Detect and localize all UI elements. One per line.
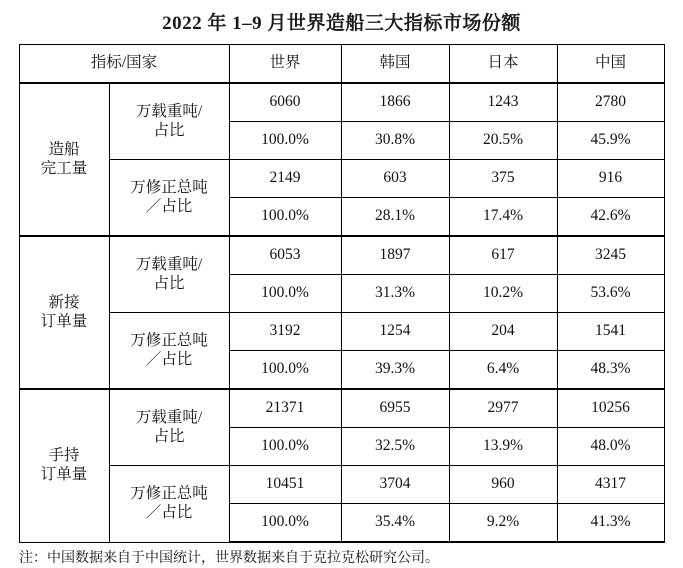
table-cell: 100.0% (229, 428, 341, 466)
table-cell: 10.2% (449, 275, 557, 313)
table-cell: 603 (341, 160, 449, 198)
table-header-cell: 世界 (229, 45, 341, 84)
table-cell: 6053 (229, 236, 341, 275)
table-cell: 42.6% (557, 198, 664, 237)
metric-label-1-0: 万载重吨/ 占比 (109, 236, 229, 313)
table-cell: 6955 (341, 389, 449, 428)
table-cell: 1866 (341, 83, 449, 122)
table-cell: 31.3% (341, 275, 449, 313)
table-cell: 6.4% (449, 351, 557, 390)
table-cell: 48.0% (557, 428, 664, 466)
table-header-cell: 中国 (557, 45, 664, 84)
table-cell: 13.9% (449, 428, 557, 466)
table-cell: 2977 (449, 389, 557, 428)
table-cell: 1541 (557, 313, 664, 351)
table-cell: 45.9% (557, 122, 664, 160)
table-header-cell: 日本 (449, 45, 557, 84)
table-cell: 100.0% (229, 198, 341, 237)
table-cell: 48.3% (557, 351, 664, 390)
table-cell: 100.0% (229, 504, 341, 543)
table-cell: 617 (449, 236, 557, 275)
table-row (19, 236, 664, 275)
table-row (19, 313, 664, 351)
table-cell: 916 (557, 160, 664, 198)
table-cell: 53.6% (557, 275, 664, 313)
table-cell: 10256 (557, 389, 664, 428)
table-cell: 35.4% (341, 504, 449, 543)
table-cell: 100.0% (229, 275, 341, 313)
table-cell: 960 (449, 466, 557, 504)
table-cell: 17.4% (449, 198, 557, 237)
metric-label-0-1: 万修正总吨 ／占比 (109, 160, 229, 237)
table-cell: 20.5% (449, 122, 557, 160)
group-label-1: 新接 订单量 (19, 236, 109, 389)
table-cell: 30.8% (341, 122, 449, 160)
table-cell: 3245 (557, 236, 664, 275)
table-cell: 375 (449, 160, 557, 198)
table-cell: 1254 (341, 313, 449, 351)
table-cell: 1897 (341, 236, 449, 275)
table-cell: 32.5% (341, 428, 449, 466)
table-cell: 4317 (557, 466, 664, 504)
metric-label-2-0: 万载重吨/ 占比 (109, 389, 229, 466)
table-cell: 2780 (557, 83, 664, 122)
table-row (19, 389, 664, 428)
table-row (19, 83, 664, 122)
table-cell: 6060 (229, 83, 341, 122)
metric-label-0-0: 万载重吨/ 占比 (109, 83, 229, 160)
table-cell: 2149 (229, 160, 341, 198)
page-title: 2022 年 1–9 月世界造船三大指标市场份额 (162, 13, 521, 34)
table-cell: 204 (449, 313, 557, 351)
table-cell: 28.1% (341, 198, 449, 237)
table-cell: 9.2% (449, 504, 557, 543)
table-header-cell: 指标/国家 (19, 45, 229, 84)
table-cell: 1243 (449, 83, 557, 122)
table-cell: 21371 (229, 389, 341, 428)
table-cell: 3192 (229, 313, 341, 351)
table-cell: 39.3% (341, 351, 449, 390)
table-row (19, 466, 664, 504)
table-cell: 100.0% (229, 122, 341, 160)
metric-label-1-1: 万修正总吨 ／占比 (109, 313, 229, 390)
table-cell: 100.0% (229, 351, 341, 390)
table-cell: 41.3% (557, 504, 664, 543)
market-share-table (19, 44, 665, 543)
group-label-2: 手持 订单量 (19, 389, 109, 542)
table-cell: 10451 (229, 466, 341, 504)
metric-label-2-1: 万修正总吨 ／占比 (109, 466, 229, 543)
table-row (19, 160, 664, 198)
group-label-0: 造船 完工量 (19, 83, 109, 236)
table-header-row (19, 45, 664, 84)
table-header-cell: 韩国 (341, 45, 449, 84)
table-note: 注：中国数据来自于中国统计，世界数据来自于克拉克松研究公司。 (19, 551, 439, 566)
table-cell: 3704 (341, 466, 449, 504)
